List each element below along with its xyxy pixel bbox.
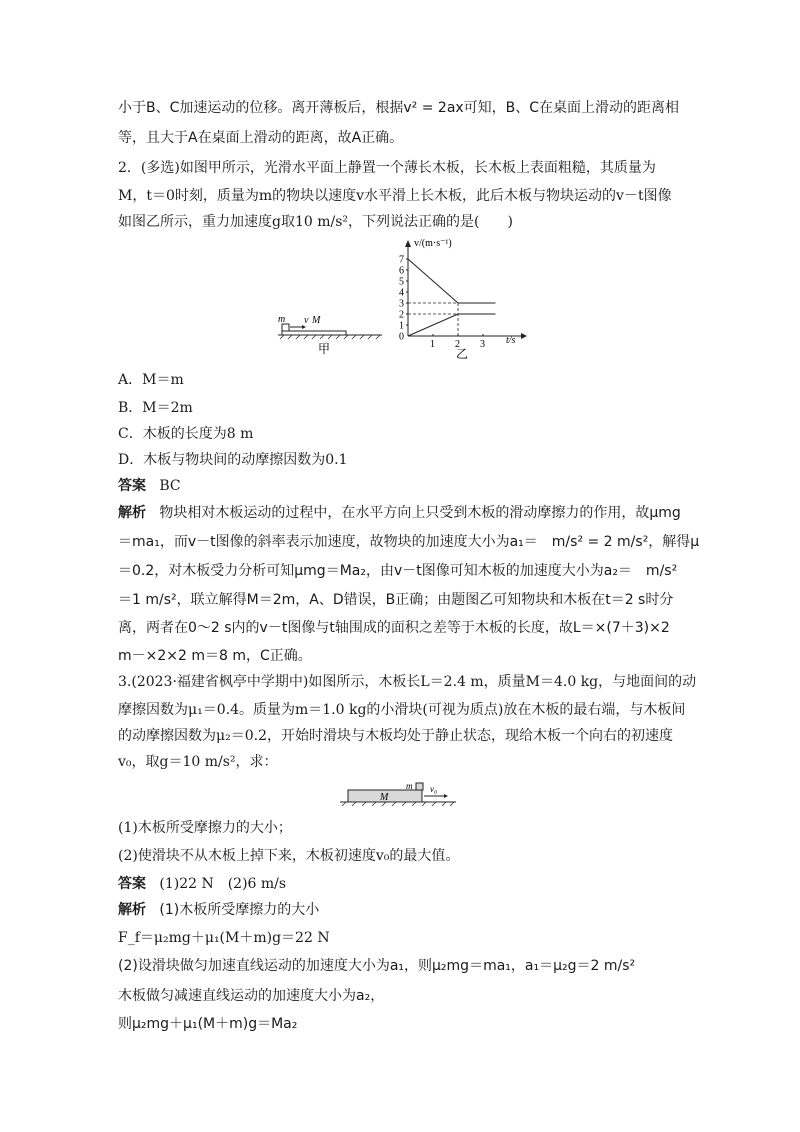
problem-2-line: 2．(多选)如图甲所示，光滑水平面上静置一个薄长木板，长木板上表面粗糙，其质量为	[118, 160, 656, 176]
figure-3-m: m	[406, 781, 413, 791]
problem-2-line: M，t＝0时刻，质量为m的物块以速度v水平滑上长木板，此后木板与物块运动的v－t图像	[118, 188, 672, 204]
figure-3	[340, 780, 464, 810]
y-axis-label: v/(m·s⁻¹)	[414, 238, 452, 249]
question-2: (2)使滑块不从木板上掉下来，木板初速度v₀的最大值。	[118, 848, 460, 864]
option-d: D．木板与物块间的动摩擦因数为0.1	[118, 452, 348, 468]
x-axis-label: t/s	[506, 335, 516, 346]
figure-3-M: M	[380, 792, 389, 803]
option-c: C．木板的长度为8 m	[118, 426, 254, 442]
problem-3-line: v₀，取g＝10 m/s²，求：	[118, 754, 278, 770]
caption-jia: 甲	[318, 342, 331, 356]
series-line-1	[408, 259, 496, 303]
answer-3	[118, 874, 286, 894]
block-m	[416, 783, 423, 790]
figure-jia	[278, 308, 388, 356]
y-tick-label: 6	[399, 265, 404, 277]
question-1: (1)木板所受摩擦力的大小；	[118, 820, 292, 836]
explanation-text: 物块相对木板运动的过程中，在水平方向上只受到木板的滑动摩擦力的作用，故μmg	[159, 505, 681, 521]
option-b: B．M＝2m	[118, 400, 193, 416]
y-tick-label: 1	[399, 320, 404, 332]
explanation-line: ＝1 m/s²，联立解得M＝2m，A、D错误，B正确；由题图乙可知物块和木板在t＝2 s时分	[118, 592, 674, 608]
explanation-line	[118, 503, 681, 523]
answer-label: 答案	[118, 876, 146, 892]
y-tick-label: 4	[399, 287, 404, 299]
y-tick-label: 3	[399, 298, 404, 310]
solution-line	[118, 900, 319, 920]
text-line: 等，且大于A在桌面上滑动的距离，故A正确。	[118, 130, 404, 146]
text-line: 小于B、C加速运动的位移。离开薄板后，根据v² = 2ax可知，B、C在桌面上滑动的距离相	[118, 100, 680, 116]
y-tick-label: 2	[399, 309, 404, 321]
answer-value: BC	[159, 478, 181, 494]
solution-line: F_f＝μ₂mg＋μ₁(M＋m)g＝22 N	[118, 930, 330, 946]
caption-yi: 乙	[456, 347, 469, 360]
answer-2	[118, 476, 181, 496]
block-m	[282, 324, 289, 331]
answer-label: 答案	[118, 478, 146, 494]
series-line-2	[408, 314, 496, 336]
explanation-label: 解析	[118, 902, 146, 918]
solution-line: (2)设滑块做匀加速直线运动的加速度大小为a₁，则μ₂mg＝ma₁，a₁＝μ₂g＝2 m/s²	[118, 958, 636, 974]
figure-jia-M: M	[312, 315, 321, 326]
explanation-line: ＝0.2，对木板受力分析可知μmg＝Ma₂，由v－t图像可知木板的加速度大小为a₂＝ m/s²	[118, 563, 678, 579]
explanation-line: ＝ma₁，而v－t图像的斜率表示加速度，故物块的加速度大小为a₁＝ m/s² = 2 m/s²，解得μ	[118, 534, 700, 550]
solution-line: 木板做匀减速直线运动的加速度大小为a₂，	[118, 988, 385, 1004]
problem-2-line: 如图乙所示，重力加速度g取10 m/s²，下列说法正确的是( )	[118, 214, 513, 230]
y-tick-label: 0	[399, 331, 404, 343]
figure-jia-v: v	[304, 315, 309, 326]
figure-3-v0: v₀	[430, 784, 438, 794]
solution-text: (1)木板所受摩擦力的大小	[159, 902, 320, 918]
explanation-line: 离，两者在0～2 s内的v－t图像与t轴围成的面积之差等于木板的长度，故L＝×(7＋3)×2	[118, 620, 670, 636]
x-tick-label: 1	[430, 339, 435, 350]
figure-yi-chart	[378, 236, 538, 360]
x-tick-label: 2	[455, 339, 460, 350]
answer-value: (1)22 N (2)6 m/s	[159, 876, 287, 892]
y-tick-label: 5	[399, 276, 404, 288]
problem-3-line: 3.(2023·福建省枫亭中学期中)如图所示，木板长L＝2.4 m，质量M＝4.0 kg，与地面间的动	[118, 674, 697, 690]
solution-line: 则μ₂mg＋μ₁(M＋m)g＝Ma₂	[118, 1016, 298, 1032]
x-tick-label: 3	[480, 339, 485, 350]
problem-3-line: 摩擦因数为μ₁＝0.4。质量为m＝1.0 kg的小滑块(可视为质点)放在木板的最右端，与木板间	[118, 702, 686, 718]
y-tick-label: 7	[399, 254, 404, 266]
figure-jia-m: m	[278, 314, 286, 325]
explanation-line: m－×2×2 m＝8 m，C正确。	[118, 648, 312, 664]
problem-3-line: 的动摩擦因数为μ₂＝0.2，开始时滑块与木板均处于静止状态，现给木板一个向右的初速度	[118, 728, 673, 744]
option-a: A．M＝m	[118, 372, 184, 388]
explanation-label: 解析	[118, 505, 146, 521]
plank-M	[282, 331, 346, 335]
